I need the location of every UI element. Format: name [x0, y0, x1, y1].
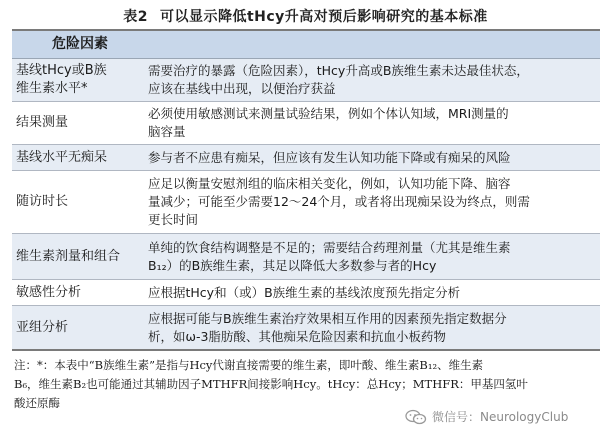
- table-row: [12, 102, 600, 145]
- row-factor: 随访时长: [16, 194, 69, 209]
- row-criterion: 应根据tHcy和（或）B族维生素的基线浓度预先指定分析: [148, 284, 461, 300]
- criteria-table: [12, 31, 600, 350]
- row-factor: 亚组分析: [16, 320, 69, 335]
- row-factor: 维生素剂量和组合: [16, 248, 121, 264]
- row-factor: 敏感性分析: [16, 284, 82, 300]
- header-risk-factor: 危险因素: [52, 36, 108, 52]
- table-title-text: 可以显示降低tHcy升高对预后影响研究的基本标准: [159, 9, 488, 25]
- table-title: [0, 6, 611, 26]
- row-factor: 基线tHcy或B族 维生素水平*: [16, 63, 107, 96]
- watermark: [405, 408, 568, 425]
- table-number: 表2: [123, 9, 148, 25]
- row-criterion: 应根据可能与B族维生素治疗效果相互作用的因素预先指定数据分 析，如ω-3脂肪酸、其他痴呆危险因素和抗血小板药物: [148, 311, 507, 344]
- row-criterion: 需要治疗的暴露（危险因素），tHcy升高或B族维生素未达最佳状态， 应该在基线中出现，以便治疗获益: [148, 63, 529, 96]
- row-factor: 结果测量: [16, 115, 69, 130]
- table-row: [12, 280, 600, 306]
- row-criterion: 参与者不应患有痴呆，但应该有发生认知功能下降或有痴呆的风险: [148, 149, 511, 165]
- row-factor: 基线水平无痴呆: [16, 149, 108, 165]
- row-criterion: 应足以衡量安慰剂组的临床相关变化，例如，认知功能下降、脑容 量减少；可能至少需要12～24个月，或者将出现痴呆设为终点，则需 更长时间: [148, 176, 530, 227]
- table-footnote: 注：*：本表中“B族维生素”是指与Hcy代谢直接需要的维生素，即叶酸、维生素B₁₂、维生素 B₆，维生素B₂也可能通过其辅助因子MTHFR间接影响Hcy。tHcy：总Hcy；MTHFR：甲基四氢叶 酸还原酶: [14, 358, 528, 410]
- row-criterion: 必须使用敏感测试来测量试验结果，例如个体认知域，MRI测量的 脑容量: [148, 106, 509, 139]
- watermark-text: 微信号：NeurologyClub: [432, 410, 569, 424]
- row-criterion: 单纯的饮食结构调整是不足的；需要结合药理剂量（尤其是维生素 B₁₂）的B族维生素，其足以降低大多数参与者的Hcy: [148, 239, 511, 273]
- table-row: [12, 59, 600, 102]
- table-bottom-rule: [12, 349, 600, 351]
- table-header-row: [12, 31, 600, 59]
- table-row: [12, 145, 600, 171]
- table-row: [12, 306, 600, 350]
- wechat-icon: [405, 409, 427, 425]
- table-row: [12, 234, 600, 280]
- table-row: [12, 171, 600, 234]
